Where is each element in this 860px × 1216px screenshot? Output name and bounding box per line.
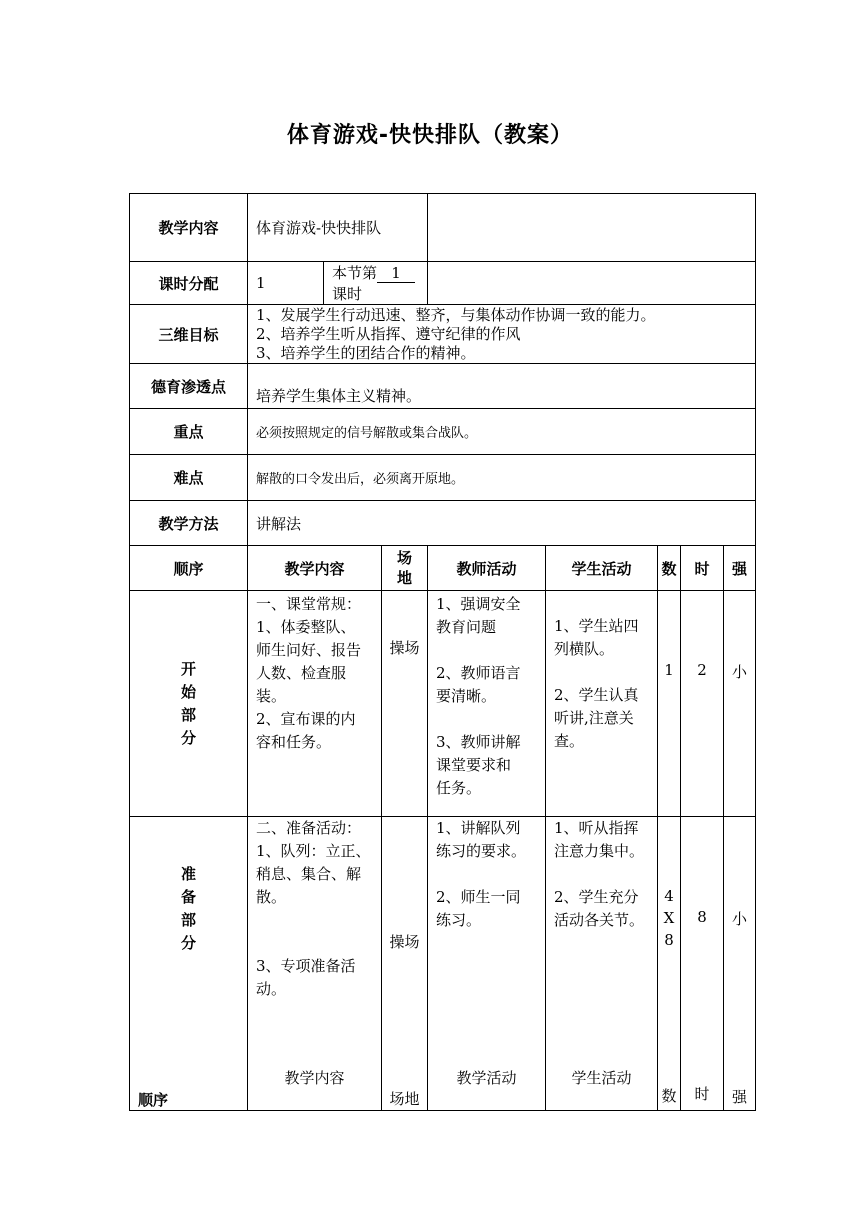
footer-intensity: 强	[732, 1088, 748, 1106]
section-time-cell	[681, 817, 724, 1111]
row-section-prepare	[130, 817, 756, 1111]
section-teacher-activity: 1、讲解队列 练习的要求。 2、师生一同 练习。	[436, 819, 527, 929]
row-moral	[130, 364, 756, 409]
section-teacher-activity: 1、强调安全 教育问题 2、教师语言 要清晰。 3、教师讲解 课堂要求和 任务。	[428, 591, 546, 817]
footer-teacher: 教学活动	[456, 1069, 517, 1087]
lesson-number-cell	[324, 262, 428, 305]
row-hours	[130, 262, 756, 305]
header-teacher: 教师活动	[428, 546, 546, 591]
section-count: 1	[658, 591, 681, 817]
goal-item: 3、培养学生的团结合作的精神。	[256, 343, 476, 362]
hours-empty-cell	[428, 262, 756, 305]
header-student: 学生活动	[546, 546, 658, 591]
goal-item: 1、发展学生行动迅速、整齐，与集体动作协调一致的能力。	[256, 305, 656, 324]
section-intensity: 小	[732, 910, 748, 928]
section-venue: 操场	[382, 591, 428, 817]
footer-venue: 场地	[389, 1090, 420, 1108]
row-column-header	[130, 546, 756, 591]
row-section-start	[130, 591, 756, 817]
moral-label: 德育渗透点	[130, 364, 248, 409]
key-value: 必须按照规定的信号解散或集合战队。	[248, 409, 756, 455]
row-method	[130, 501, 756, 546]
footer-time: 时	[694, 1085, 710, 1103]
section-name-cell	[130, 817, 248, 1111]
key-label: 重点	[130, 409, 248, 455]
hours-value: 1	[248, 262, 324, 305]
lesson-plan-table	[129, 193, 756, 1111]
row-content	[130, 194, 756, 262]
footer-content: 教学内容	[284, 1069, 345, 1087]
difficult-value: 解散的口令发出后，必须离开原地。	[248, 455, 756, 501]
header-venue: 场 地	[382, 546, 428, 591]
section-teacher-cell	[428, 817, 546, 1111]
section-content-cell	[248, 817, 382, 1111]
section-count-cell	[658, 817, 681, 1111]
row-key	[130, 409, 756, 455]
footer-student: 学生活动	[571, 1069, 632, 1087]
section-venue: 操场	[389, 933, 420, 951]
lesson-prefix: 本节第	[332, 264, 378, 282]
section-time: 2	[681, 591, 724, 817]
hours-label: 课时分配	[130, 262, 248, 305]
goal-item: 2、培养学生听从指挥、遵守纪律的作风	[256, 324, 521, 343]
goals-list	[248, 305, 756, 364]
section-count: 4 X 8	[663, 887, 675, 949]
header-order: 顺序	[130, 546, 248, 591]
goals-label: 三维目标	[130, 305, 248, 364]
section-intensity: 小	[724, 591, 756, 817]
moral-value: 培养学生集体主义精神。	[248, 364, 756, 409]
section-name: 准 备 部 分	[180, 865, 196, 952]
difficult-label: 难点	[130, 455, 248, 501]
section-venue-cell	[382, 817, 428, 1111]
header-content: 教学内容	[248, 546, 382, 591]
section-content: 一、课堂常规： 1、体委整队、 师生问好、报告 人数、检查服 装。 2、宣布课的内 容和任务。	[248, 591, 382, 817]
content-value: 体育游戏-快快排队	[248, 194, 428, 262]
section-student-activity: 1、听从指挥 注意力集中。 2、学生充分 活动各关节。	[554, 819, 645, 929]
row-goals	[130, 305, 756, 364]
content-label: 教学内容	[130, 194, 248, 262]
method-value: 讲解法	[248, 501, 756, 546]
content-empty-cell	[428, 194, 756, 262]
section-content: 二、准备活动： 1、队列：立正、 稍息、集合、解 散。 3、专项准备活 动。	[256, 819, 371, 998]
method-label: 教学方法	[130, 501, 248, 546]
row-difficult	[130, 455, 756, 501]
section-intensity-cell	[724, 817, 756, 1111]
section-name: 开 始 部 分	[130, 591, 248, 817]
lesson-suffix: 课时	[332, 285, 363, 303]
section-student-cell	[546, 817, 658, 1111]
section-time: 8	[697, 908, 707, 926]
footer-order: 顺序	[138, 1091, 169, 1109]
footer-count: 数	[661, 1087, 677, 1105]
header-intensity: 强	[724, 546, 756, 591]
lesson-number: 1	[377, 264, 415, 283]
header-time: 时	[681, 546, 724, 591]
document-title: 体育游戏-快快排队（教案）	[286, 123, 574, 148]
section-student-activity: 1、学生站四 列横队。 2、学生认真 听讲,注意关 查。	[546, 591, 658, 817]
header-count: 数	[658, 546, 681, 591]
